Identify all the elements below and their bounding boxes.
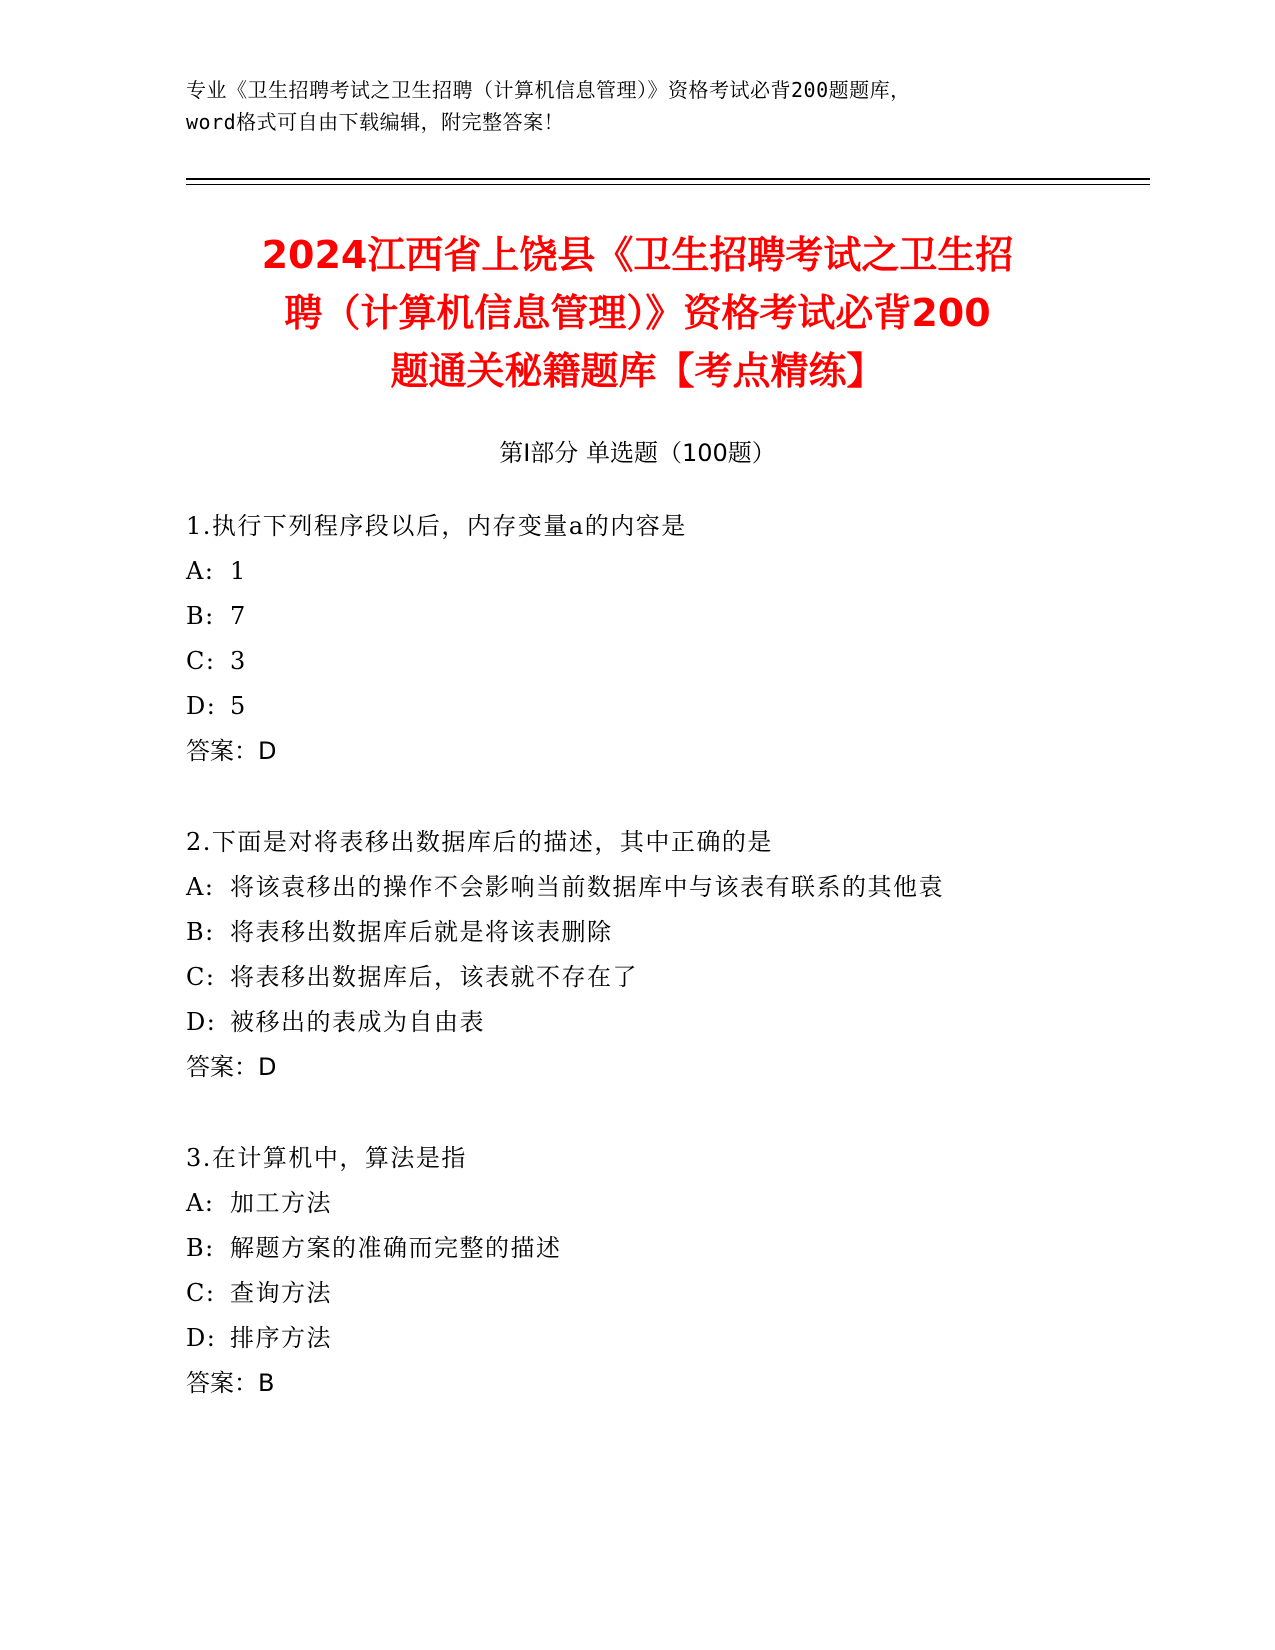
option-text: 查询方法 [230, 1279, 332, 1307]
option-a [186, 1181, 1146, 1226]
option-text: 3 [230, 647, 247, 675]
option-d [186, 684, 1146, 729]
option-text: 解题方案的准确而完整的描述 [230, 1234, 562, 1262]
option-letter: C: [186, 647, 216, 675]
option-text: 5 [230, 692, 247, 720]
question-1 [186, 504, 1146, 774]
answer-line: 答案：D [186, 737, 277, 765]
option-d [186, 1316, 1146, 1361]
question-2 [186, 820, 1146, 1090]
answer-line: 答案：B [186, 1369, 275, 1397]
question-3 [186, 1136, 1146, 1406]
option-a [186, 865, 1146, 910]
option-text: 将表移出数据库后，该表就不存在了 [230, 963, 638, 991]
document-title-line-3: 题通关秘籍题库【考点精练】 [390, 349, 885, 393]
option-letter: B: [186, 918, 215, 946]
option-text: 1 [230, 557, 247, 585]
option-c [186, 1271, 1146, 1316]
option-letter: D: [186, 1008, 217, 1036]
document-title-line-1: 2024江西省上饶县《卫生招聘考试之卫生招 [261, 233, 1014, 277]
option-letter: A: [186, 1189, 215, 1217]
option-letter: D: [186, 1324, 217, 1352]
header-divider-thin [186, 184, 1150, 185]
option-letter: B: [186, 602, 215, 630]
option-letter: A: [186, 873, 215, 901]
option-letter: C: [186, 1279, 216, 1307]
option-letter: B: [186, 1234, 215, 1262]
option-letter: D: [186, 692, 217, 720]
document-title-line-2: 聘（计算机信息管理）》资格考试必背200 [284, 291, 991, 335]
header-divider-thick [186, 178, 1150, 180]
option-letter: A: [186, 557, 215, 585]
header-note-line-1: 专业《卫生招聘考试之卫生招聘（计算机信息管理）》资格考试必背200题题库， [186, 78, 911, 102]
option-b [186, 1226, 1146, 1271]
option-a [186, 549, 1146, 594]
header-note [186, 74, 1086, 138]
option-text: 排序方法 [230, 1324, 332, 1352]
section-heading: 第Ⅰ部分 单选题（100题） [499, 439, 776, 467]
option-b [186, 594, 1146, 639]
question-stem: 3.在计算机中，算法是指 [186, 1144, 467, 1172]
question-stem: 1.执行下列程序段以后，内存变量a的内容是 [186, 512, 687, 540]
option-c [186, 639, 1146, 684]
option-letter: C: [186, 963, 216, 991]
option-text: 7 [230, 602, 247, 630]
answer-line: 答案：D [186, 1053, 277, 1081]
option-text: 将该袁移出的操作不会影响当前数据库中与该表有联系的其他袁 [230, 873, 944, 901]
option-b [186, 910, 1146, 955]
option-c [186, 955, 1146, 1000]
option-d [186, 1000, 1146, 1045]
option-text: 将表移出数据库后就是将该表删除 [230, 918, 613, 946]
question-stem: 2.下面是对将表移出数据库后的描述，其中正确的是 [186, 828, 773, 856]
option-text: 加工方法 [230, 1189, 332, 1217]
option-text: 被移出的表成为自由表 [230, 1008, 485, 1036]
header-note-line-2: word格式可自由下载编辑，附完整答案！ [186, 110, 565, 134]
document-title [150, 226, 1125, 400]
